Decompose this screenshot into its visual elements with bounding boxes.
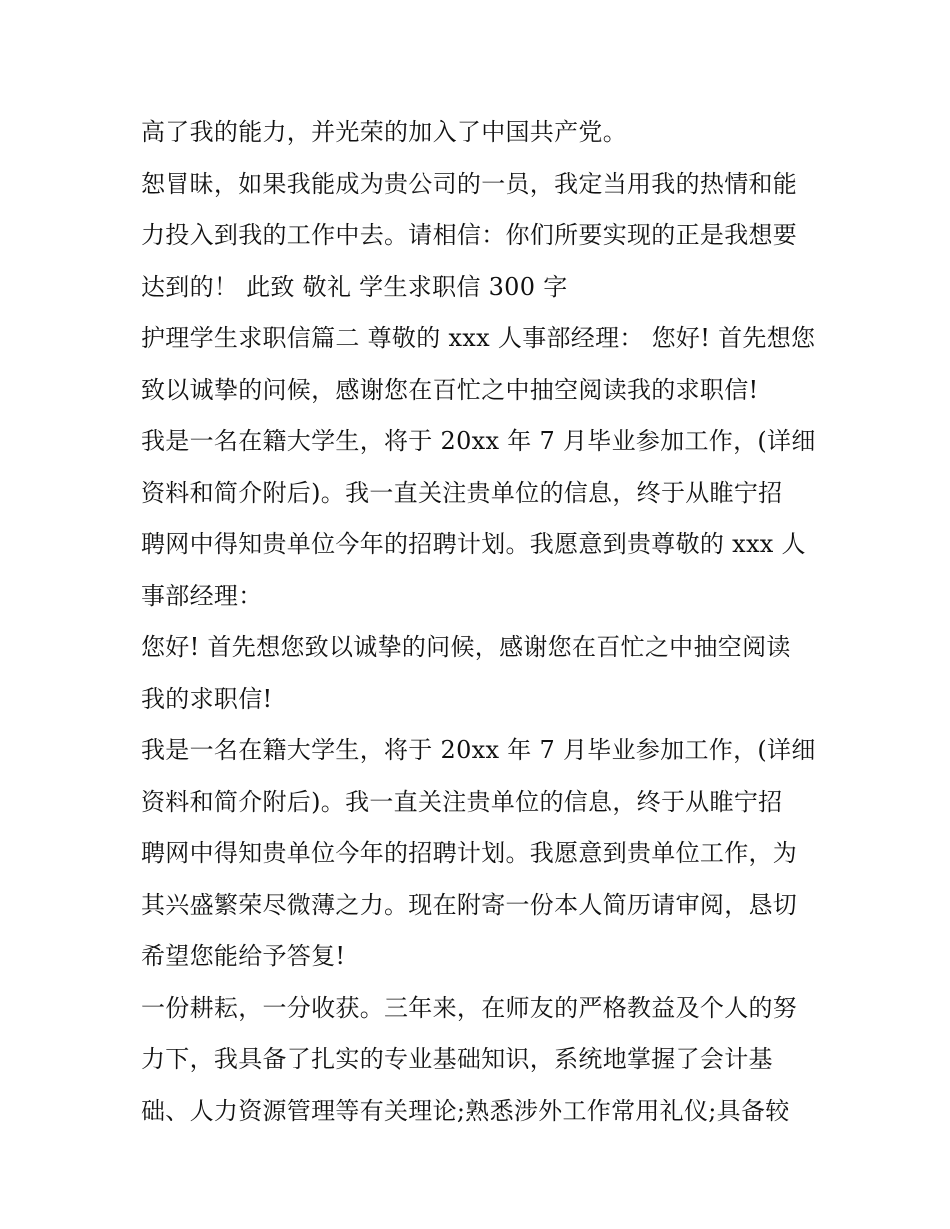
text-line: 聘网中得知贵单位今年的招聘计划。我愿意到贵单位工作，为: [141, 839, 798, 867]
text-line: 我是一名在籍大学生，将于 20xx 年 7 月毕业参加工作，(详细: [141, 427, 816, 455]
text-line: 资料和简介附后)。我一直关注贵单位的信息，终于从睢宁招: [141, 787, 783, 816]
text-line: 力投入到我的工作中去。请相信：你们所要实现的正是我想要: [141, 221, 798, 249]
document-body: [141, 107, 831, 1137]
text-line: 资料和简介附后)。我一直关注贵单位的信息，终于从睢宁招: [141, 478, 783, 507]
text-line: 我的求职信!: [141, 684, 273, 713]
text-line: 其兴盛繁荣尽微薄之力。现在附寄一份本人简历请审阅，恳切: [141, 890, 798, 919]
text-line: 我是一名在籍大学生，将于 20xx 年 7 月毕业参加工作，(详细: [141, 736, 816, 764]
text-line: 事部经理：: [141, 581, 263, 610]
text-line: 高了我的能力，并光荣的加入了中国共产党。: [141, 118, 627, 146]
text-line: 希望您能给予答复!: [141, 942, 346, 970]
text-line: 力下，我具备了扎实的专业基础知识，系统地掌握了会计基: [141, 1045, 773, 1073]
text-line: 础、人力资源管理等有关理论;熟悉涉外工作常用礼仪;具备较: [141, 1096, 790, 1125]
text-line: 护理学生求职信篇二 尊敬的 xxx 人事部经理： 您好! 首先想您: [141, 324, 816, 352]
text-line: 一份耕耘，一分收获。三年来，在师友的严格教益及个人的努: [141, 993, 798, 1022]
text-line: 达到的！ 此致 敬礼 学生求职信 300 字: [141, 272, 568, 301]
text-line: 您好! 首先想您致以诚挚的问候，感谢您在百忙之中抽空阅读: [141, 633, 791, 661]
text-line: 恕冒昧，如果我能成为贵公司的一员，我定当用我的热情和能: [141, 169, 798, 198]
text-line: 致以诚挚的问候，感谢您在百忙之中抽空阅读我的求职信!: [141, 375, 759, 404]
text-line: 聘网中得知贵单位今年的招聘计划。我愿意到贵尊敬的 xxx 人: [141, 530, 806, 558]
